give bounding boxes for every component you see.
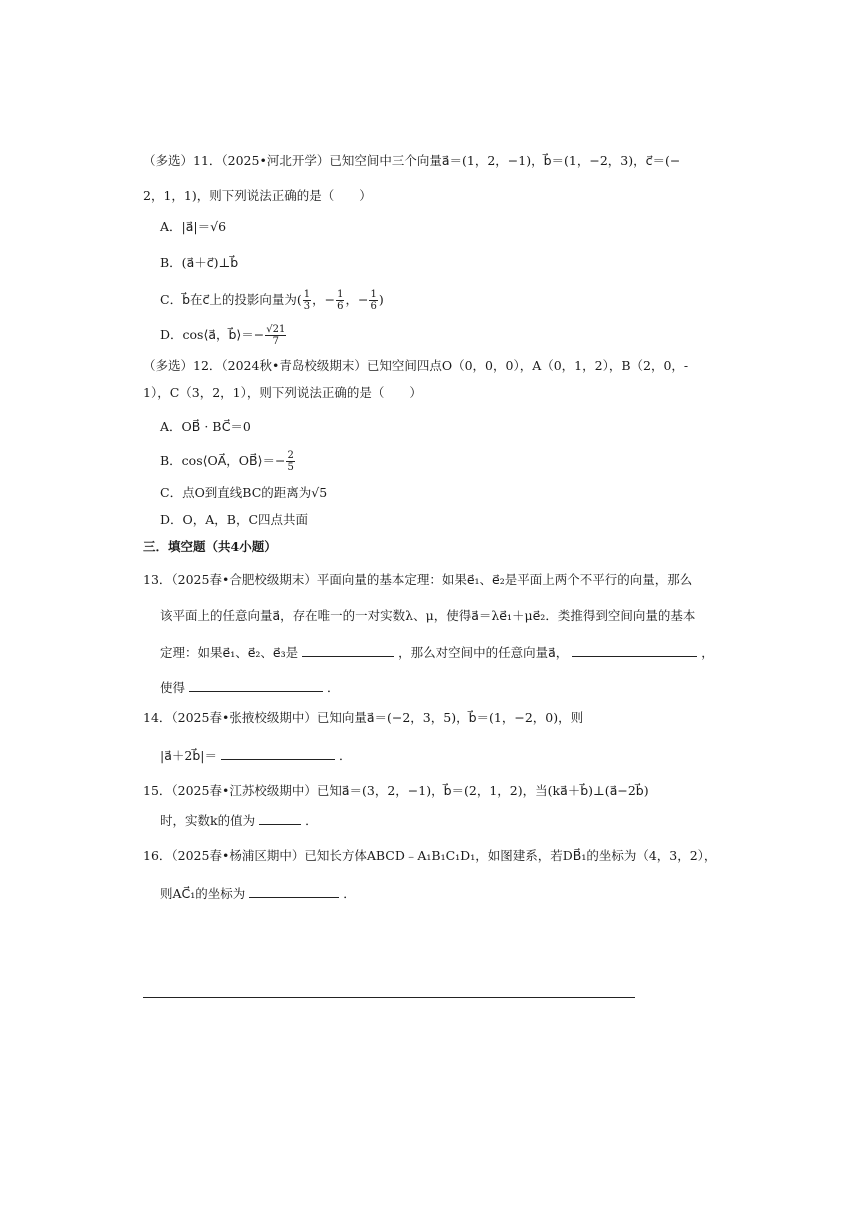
q12-option-b [160, 450, 296, 473]
q15-line2 [160, 811, 318, 830]
q15-line1: 15．（2025春•江苏校级期中）已知a⃗＝(3，2，−1)，b⃗＝(2，1，2)，当(ka⃗＋b⃗)⊥(a⃗−2b⃗) [143, 783, 649, 798]
q16-line2 [160, 884, 356, 903]
q12-option-c: C．点O到直线BC的距离为√5 [160, 485, 328, 500]
frac-denominator: 7 [272, 336, 280, 347]
footer-divider [143, 997, 635, 998]
q11-option-d [160, 324, 287, 347]
q13-line2: 该平面上的任意向量a⃗，存在唯一的一对实数λ、μ，使得a⃗＝λe⃗₁＋μe⃗₂．类推得到空间向量的基本 [160, 608, 696, 623]
q11-option-c-frac1 [303, 289, 311, 312]
section-heading: 三．填空题（共4小题） [143, 539, 277, 554]
q12-option-b-pre: B．cos⟨OA⃗，OB⃗⟩＝− [160, 453, 286, 468]
q11-option-c-mid2: ，− [345, 292, 369, 307]
q11-option-c-frac2 [336, 289, 344, 312]
q13-line3-mid: ，那么对空间中的任意向量a⃗， [398, 645, 569, 660]
q13-line4-pre: 使得 [160, 680, 186, 695]
q15-line2-post: ． [305, 813, 318, 828]
q12-stem-line1: （多选）12．（2024秋•青岛校级期末）已知空间四点O（0，0，0），A（0，1，2），B（2，0，- [143, 358, 689, 373]
q16-line1: 16．（2025春•杨浦区期中）已知长方体ABCD﹣A₁B₁C₁D₁，如图建系，若DB⃗₁的坐标为（4，3，2）， [143, 848, 717, 863]
q11-option-b: B．(a⃗＋c⃗)⊥b⃗ [160, 255, 239, 270]
q12-option-d: D．O，A，B，C四点共面 [160, 512, 309, 527]
frac-numerator: 1 [337, 289, 344, 300]
answer-blank-2[interactable] [572, 643, 697, 657]
q16-line2-pre: 则AC⃗₁的坐标为 [160, 886, 246, 901]
q11-stem-line1: （多选）11．（2025•河北开学）已知空间中三个向量a⃗＝(1，2，−1)，b⃗＝(1，−2，3)，c⃗＝(− [143, 153, 681, 168]
q13-line3 [160, 643, 714, 662]
q11-option-c-post: ) [378, 292, 384, 307]
frac-denominator: 3 [303, 301, 311, 312]
q13-line1: 13．（2025春•合肥校级期末）平面向量的基本定理：如果e⃗₁、e⃗₂是平面上两个不平行的向量，那么 [143, 572, 693, 587]
frac-numerator: 1 [370, 289, 377, 300]
frac-numerator: √21 [266, 324, 286, 335]
q13-line3-post: ， [701, 645, 714, 660]
q15-line2-pre: 时，实数k的值为 [160, 813, 256, 828]
frac-denominator: 6 [370, 301, 377, 312]
answer-blank-6[interactable] [249, 884, 339, 898]
q11-option-c-frac3 [369, 289, 377, 312]
q12-option-b-frac [286, 450, 294, 473]
frac-numerator: 2 [287, 450, 294, 461]
frac-denominator: 5 [287, 462, 294, 473]
q14-line2-post: ． [338, 748, 352, 763]
q11-option-a: A．|a⃗|＝√6 [160, 219, 227, 234]
q11-stem-line2: 2，1，1)，则下列说法正确的是（ ） [143, 188, 372, 203]
q13-line4-post: ． [327, 680, 340, 695]
answer-blank-4[interactable] [221, 746, 335, 760]
q11-option-c-mid1: ，− [312, 292, 336, 307]
q13-line3-pre: 定理：如果e⃗₁、e⃗₂、e⃗₃是 [160, 645, 299, 660]
answer-blank-3[interactable] [189, 678, 323, 692]
q14-line1: 14．（2025春•张掖校级期中）已知向量a⃗＝(−2，3，5)，b⃗＝(1，−2，0)，则 [143, 710, 584, 725]
q12-stem-line2: 1），C（3，2，1），则下列说法正确的是（ ） [143, 385, 422, 400]
answer-blank-5[interactable] [259, 811, 301, 825]
q11-option-c [160, 289, 384, 312]
q12-option-a: A．OB⃗ · BC⃗＝0 [160, 419, 251, 434]
q14-line2-pre: |a⃗＋2b⃗|＝ [160, 748, 217, 763]
q14-line2 [160, 746, 352, 765]
q16-line2-post: ． [343, 886, 356, 901]
q11-option-c-pre: C．b⃗在c⃗上的投影向量为( [160, 292, 302, 307]
q13-line4 [160, 678, 340, 697]
q11-option-d-frac [265, 324, 286, 347]
frac-numerator: 1 [303, 289, 311, 300]
answer-blank-1[interactable] [302, 643, 394, 657]
frac-denominator: 6 [337, 301, 344, 312]
q11-option-d-pre: D．cos⟨a⃗，b⃗⟩＝− [160, 327, 265, 342]
